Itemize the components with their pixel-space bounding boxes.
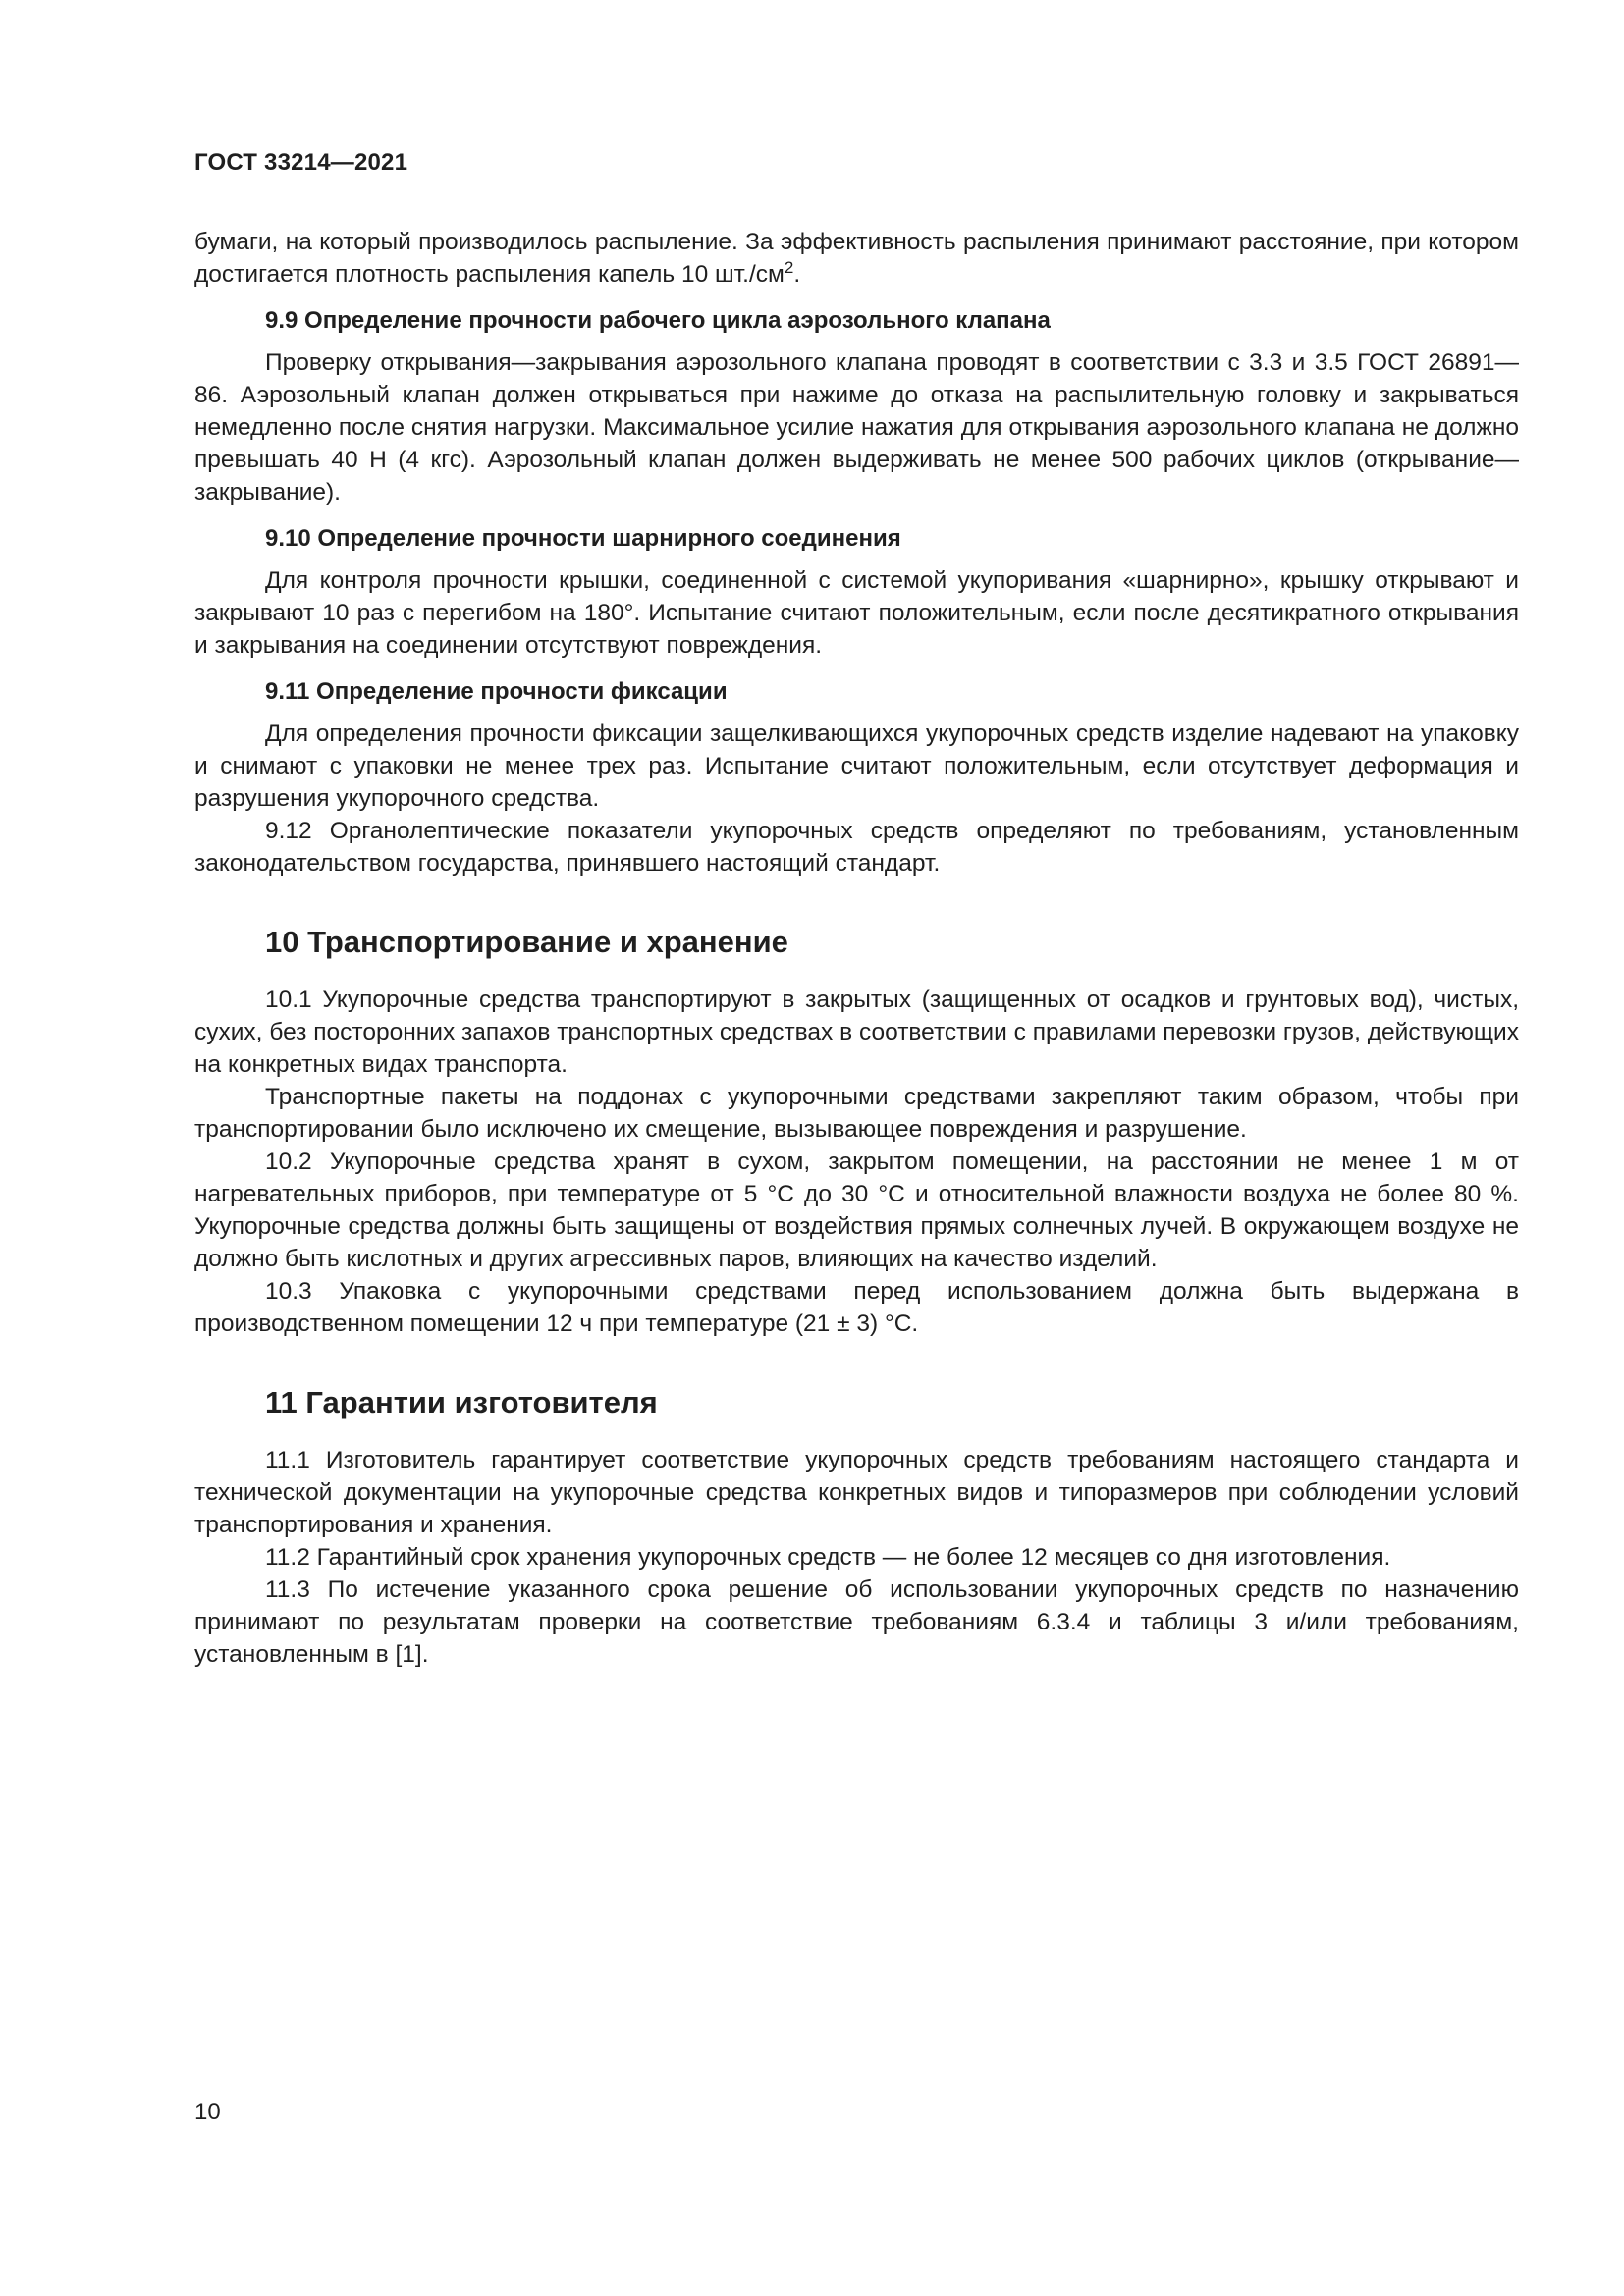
- paragraph-11-1: 11.1 Изготовитель гарантирует соответствие укупорочных средств требованиям настоящего стандарта и технической документации на укупорочные средства конкретных видов и типоразмеров при соблюдении условий транспортирования и хранения.: [194, 1447, 1519, 1538]
- heading-section-10: 10 Транспортирование и хранение: [265, 925, 788, 959]
- paragraph-10-2: 10.2 Укупорочные средства хранят в сухом, закрытом помещении, на расстоянии не менее 1 м от нагревательных приборов, при температуре от 5 °С до 30 °С и относительной влажности воздуха не более 80 %. Укупорочные средства должны быть защищены от воздействия прямых солнечных лучей. В окружающем воздухе не должно быть кислотных и других агрессивных паров, влияющих на качество изделий.: [194, 1148, 1519, 1272]
- page-number: 10: [194, 2099, 221, 2125]
- paragraph-9-9: Проверку открывания—закрывания аэрозольного клапана проводят в соответствии с 3.3 и 3.5 ГОСТ 26891—86. Аэрозольный клапан должен открываться при нажиме до отказа на распылительную головку и закрываться немедленно после снятия нагрузки. Максимальное усилие нажатия для открывания аэрозольного клапана не должно превышать 40 Н (4 кгс). Аэрозольный клапан должен выдерживать не менее 500 рабочих циклов (открывание—закрывание).: [194, 349, 1519, 506]
- heading-section-11: 11 Гарантии изготовителя: [265, 1385, 658, 1419]
- paragraph-11-2: 11.2 Гарантийный срок хранения укупорочных средств — не более 12 месяцев со дня изготовления.: [265, 1544, 1391, 1571]
- heading-9-9: 9.9 Определение прочности рабочего цикла аэрозольного клапана: [265, 307, 1051, 334]
- intro-superscript: 2: [784, 257, 794, 277]
- paragraph-10-3: 10.3 Упаковка с укупорочными средствами перед использованием должна быть выдержана в производственном помещении 12 ч при температуре (21 ± 3) °С.: [194, 1278, 1519, 1337]
- intro-paragraph: [194, 226, 1519, 291]
- document-body: [194, 226, 1519, 1671]
- paragraph-10-1: 10.1 Укупорочные средства транспортируют в закрытых (защищенных от осадков и грунтовых вод), чистых, сухих, без посторонних запахов транспортных средствах в соответствии с правилами перевозки грузов, действующих на конкретных видах транспорта.: [194, 987, 1519, 1078]
- standard-code-header: ГОСТ 33214—2021: [194, 149, 408, 176]
- intro-text-end: .: [793, 261, 801, 288]
- intro-text: бумаги, на который производилось распыление. За эффективность распыления принимают расстояние, при котором достигается плотность распыления капель 10 шт./см: [194, 229, 1519, 288]
- heading-9-10: 9.10 Определение прочности шарнирного соединения: [265, 525, 901, 552]
- heading-9-11: 9.11 Определение прочности фиксации: [265, 678, 728, 705]
- paragraph-9-10: Для контроля прочности крышки, соединенной с системой укупоривания «шарнирно», крышку открывают и закрывают 10 раз с перегибом на 180°. Испытание считают положительным, если после десятикратного открывания и закрывания на соединении отсутствуют повреждения.: [194, 567, 1519, 659]
- paragraph-9-12: 9.12 Органолептические показатели укупорочных средств определяют по требованиям, установленным законодательством государства, принявшего настоящий стандарт.: [194, 818, 1519, 877]
- paragraph-9-11: Для определения прочности фиксации защелкивающихся укупорочных средств изделие надевают на упаковку и снимают с упаковки не менее трех раз. Испытание считают положительным, если отсутствует деформация и разрушения укупорочного средства.: [194, 721, 1519, 812]
- paragraph-11-3: 11.3 По истечение указанного срока решение об использовании укупорочных средств по назначению принимают по результатам проверки на соответствие требованиям 6.3.4 и таблицы 3 и/или требованиям, установленным в [1].: [194, 1576, 1519, 1668]
- paragraph-10-1-pallets: Транспортные пакеты на поддонах с укупорочными средствами закрепляют таким образом, чтобы при транспортировании было исключено их смещение, вызывающее повреждения и разрушение.: [194, 1084, 1519, 1143]
